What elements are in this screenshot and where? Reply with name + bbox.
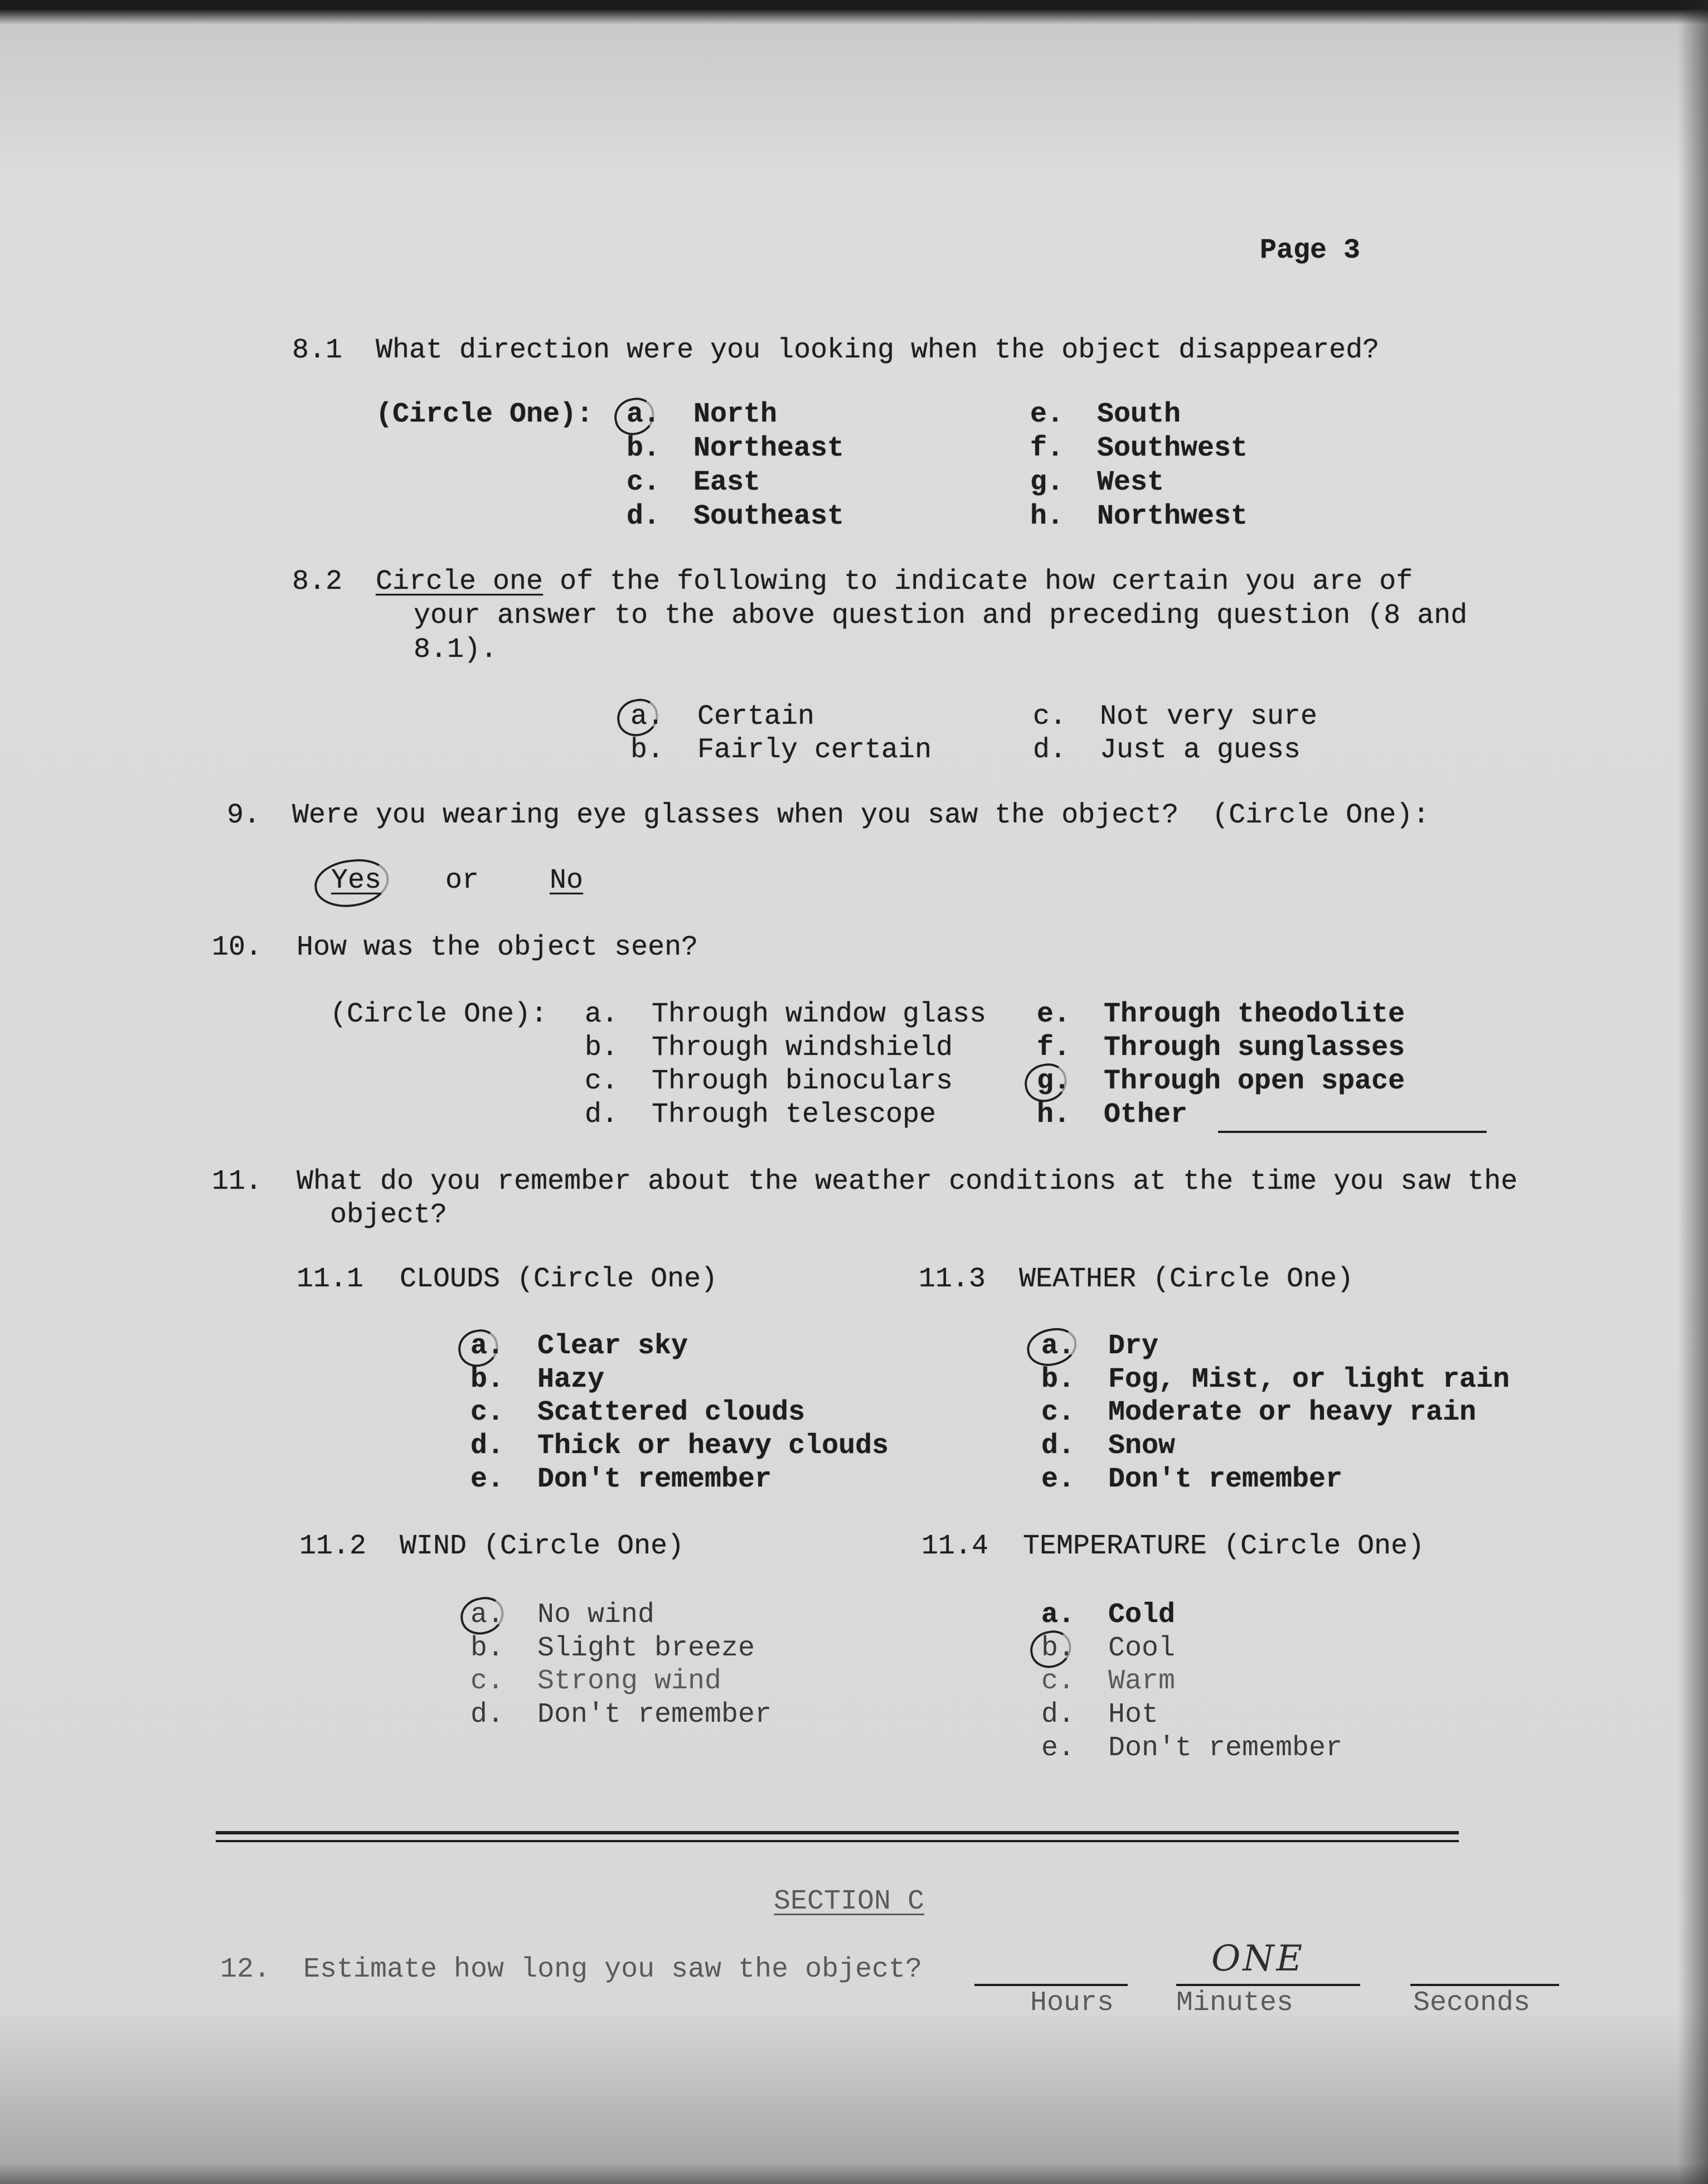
- question-text-11-line1: What do you remember about the weather conditions at the time you saw the: [297, 1166, 1518, 1198]
- subquestion-number-11-1: 11.1: [297, 1263, 364, 1295]
- question-text-9: Were you wearing eye glasses when you saw the object? (Circle One):: [292, 800, 1430, 831]
- option-text: Snow: [1108, 1430, 1176, 1462]
- option-sunglasses: [1037, 1032, 1405, 1065]
- option-no: No: [550, 865, 584, 897]
- subquestion-title-weather: WEATHER (Circle One): [1019, 1263, 1354, 1295]
- option-letter: d.: [585, 1099, 619, 1131]
- handwritten-minutes-value: ONE: [1211, 1938, 1305, 1979]
- question-text-8-2-line1: [376, 565, 1413, 599]
- option-letter-text: a.: [630, 701, 664, 733]
- option-letter: [470, 1599, 537, 1632]
- option-fog-mist: [1041, 1363, 1510, 1397]
- option-text: Don't remember: [1108, 1464, 1343, 1495]
- subquestion-number-11-4: 11.4: [921, 1531, 989, 1562]
- option-letter: c.: [470, 1397, 504, 1428]
- option-letter: c.: [1041, 1665, 1075, 1697]
- option-dry: [1041, 1330, 1158, 1363]
- option-text: South: [1097, 399, 1181, 430]
- option-certain: [630, 700, 814, 734]
- option-thick-clouds: [470, 1430, 889, 1463]
- option-letter: c.: [627, 467, 661, 498]
- question-text-10: How was the object seen?: [297, 932, 698, 963]
- option-letter: [1037, 1065, 1104, 1098]
- option-heavy-rain: [1041, 1396, 1476, 1430]
- option-west: [1030, 466, 1164, 500]
- option-letter: [627, 398, 693, 432]
- option-text: East: [693, 467, 761, 498]
- option-letter: a.: [1041, 1599, 1075, 1631]
- option-letter: d.: [1041, 1699, 1075, 1731]
- option-text: Northeast: [693, 433, 845, 464]
- option-letter: d.: [470, 1430, 504, 1462]
- question-number-12: 12.: [220, 1954, 271, 1986]
- option-text: North: [693, 399, 778, 430]
- or-separator: or: [445, 865, 479, 897]
- option-text: Cold: [1108, 1599, 1176, 1631]
- option-letter: b.: [585, 1032, 619, 1064]
- option-text: Slight breeze: [537, 1633, 755, 1664]
- option-text: No wind: [537, 1599, 655, 1631]
- option-letter: b.: [470, 1633, 504, 1664]
- option-letter: f.: [1030, 433, 1064, 464]
- option-text: Through windshield: [652, 1032, 953, 1064]
- option-northeast: [627, 432, 844, 466]
- question-text-12: Estimate how long you saw the object?: [303, 1954, 923, 1986]
- circle-one-instruction: (Circle One):: [330, 999, 548, 1030]
- section-divider-bottom: [216, 1840, 1459, 1842]
- other-blank-line: [1218, 1131, 1487, 1133]
- option-text: Thick or heavy clouds: [537, 1430, 889, 1462]
- option-hazy: [470, 1363, 604, 1397]
- section-divider-top: [216, 1831, 1459, 1834]
- option-north: [627, 398, 777, 432]
- option-text: Other: [1104, 1099, 1188, 1131]
- subquestion-number-11-3: 11.3: [919, 1263, 986, 1295]
- option-text: Moderate or heavy rain: [1108, 1397, 1477, 1428]
- option-letter: c.: [1041, 1397, 1075, 1428]
- option-weather-dont-remember: [1041, 1463, 1342, 1497]
- option-letter: e.: [1041, 1464, 1075, 1495]
- option-telescope: [585, 1098, 936, 1132]
- option-letter: [630, 700, 697, 734]
- option-letter: e.: [470, 1464, 504, 1495]
- question-text-11-line2: object?: [330, 1199, 448, 1231]
- option-text: Through binoculars: [652, 1066, 953, 1097]
- question-number-8-2: 8.2: [292, 566, 343, 598]
- option-open-space: [1037, 1065, 1405, 1098]
- option-letter: f.: [1037, 1032, 1071, 1064]
- question-number-10: 10.: [212, 932, 263, 963]
- option-letter: [470, 1330, 537, 1363]
- option-letter-text: a.: [627, 399, 661, 430]
- option-text: Northwest: [1097, 501, 1248, 532]
- option-letter: h.: [1037, 1099, 1071, 1131]
- option-cool: [1041, 1632, 1175, 1665]
- option-no-wind: [470, 1599, 654, 1632]
- underlined-phrase: Circle one: [376, 566, 544, 598]
- question-number-9: 9.: [227, 800, 261, 831]
- question-number-11: 11.: [212, 1166, 263, 1198]
- option-text: Strong wind: [537, 1665, 722, 1697]
- option-scattered-clouds: [470, 1396, 805, 1430]
- option-letter-text: g.: [1037, 1066, 1071, 1097]
- seconds-label: Seconds: [1413, 1987, 1531, 2019]
- option-text: Through telescope: [652, 1099, 937, 1131]
- question-text-8-1: What direction were you looking when the object disappeared?: [376, 335, 1380, 366]
- option-snow: [1041, 1430, 1175, 1463]
- option-letter: c.: [1033, 701, 1067, 733]
- option-text: Yes: [331, 865, 382, 897]
- subquestion-title-wind: WIND (Circle One): [400, 1531, 685, 1562]
- option-clouds-dont-remember: [470, 1463, 771, 1497]
- hours-blank-line: [974, 1984, 1128, 1986]
- circle-one-instruction: (Circle One):: [376, 399, 594, 430]
- option-letter: e.: [1037, 999, 1071, 1030]
- option-not-very-sure: [1033, 700, 1317, 734]
- option-wind-dont-remember: [470, 1698, 771, 1732]
- subquestion-title-temperature: TEMPERATURE (Circle One): [1023, 1531, 1425, 1562]
- option-fairly-certain: [630, 734, 931, 767]
- line-rest: of the following to indicate how certain you are of: [543, 566, 1413, 598]
- option-letter: g.: [1030, 467, 1064, 498]
- option-text: Through theodolite: [1104, 999, 1405, 1030]
- page-number: Page 3: [1260, 235, 1361, 267]
- option-other: [1037, 1098, 1187, 1132]
- option-text: Dry: [1108, 1330, 1159, 1362]
- option-text: Fairly certain: [697, 734, 932, 766]
- option-text: Don't remember: [537, 1699, 772, 1731]
- option-letter: e.: [1030, 399, 1064, 430]
- option-letter: b.: [470, 1364, 504, 1396]
- option-letter: e.: [1041, 1732, 1075, 1764]
- option-letter: b.: [630, 734, 664, 766]
- option-text: Hot: [1108, 1699, 1159, 1731]
- subquestion-title-clouds: CLOUDS (Circle One): [400, 1263, 718, 1295]
- option-text: Just a guess: [1100, 734, 1301, 766]
- option-theodolite: [1037, 998, 1405, 1032]
- option-text: Through sunglasses: [1104, 1032, 1405, 1064]
- option-text: Warm: [1108, 1665, 1176, 1697]
- option-letter: c.: [585, 1066, 619, 1097]
- option-letter: [1041, 1330, 1108, 1363]
- option-windshield: [585, 1032, 953, 1065]
- section-c-heading: SECTION C: [774, 1886, 925, 1917]
- option-southeast: [627, 500, 844, 534]
- option-slight-breeze: [470, 1632, 755, 1665]
- option-text: Don't remember: [537, 1464, 772, 1495]
- option-cold: [1041, 1599, 1175, 1632]
- minutes-label: Minutes: [1176, 1987, 1294, 2019]
- option-window-glass: [585, 998, 986, 1032]
- option-letter: b.: [627, 433, 661, 464]
- option-text: Through window glass: [652, 999, 987, 1030]
- option-letter: d.: [470, 1699, 504, 1731]
- option-binoculars: [585, 1065, 953, 1098]
- option-northwest: [1030, 500, 1248, 534]
- option-text: Scattered clouds: [537, 1397, 806, 1428]
- question-number-8-1: 8.1: [292, 335, 343, 366]
- option-text: Clear sky: [537, 1330, 688, 1362]
- option-text: Southeast: [693, 501, 845, 532]
- option-letter: h.: [1030, 501, 1064, 532]
- option-letter-text: b.: [1041, 1633, 1075, 1664]
- option-text: West: [1097, 467, 1164, 498]
- seconds-blank-line: [1410, 1984, 1559, 1986]
- option-hot: [1041, 1698, 1158, 1732]
- answer-circle-mark: [312, 856, 391, 911]
- option-text: Not very sure: [1100, 701, 1318, 733]
- option-letter-text: a.: [1041, 1330, 1075, 1362]
- option-text: Hazy: [537, 1364, 605, 1396]
- hours-label: Hours: [1030, 1987, 1114, 2019]
- option-text: Cool: [1108, 1633, 1176, 1664]
- minutes-blank-line: [1176, 1984, 1360, 1986]
- option-letter: c.: [470, 1665, 504, 1697]
- option-east: [627, 466, 760, 500]
- option-warm: [1041, 1665, 1175, 1698]
- option-letter: d.: [1041, 1430, 1075, 1462]
- option-letter: [1041, 1632, 1108, 1665]
- option-text: Southwest: [1097, 433, 1248, 464]
- option-southwest: [1030, 432, 1248, 466]
- option-letter: a.: [585, 999, 619, 1030]
- option-letter: d.: [1033, 734, 1067, 766]
- option-text: Through open space: [1104, 1066, 1405, 1097]
- option-letter: b.: [1041, 1364, 1075, 1396]
- option-clear-sky: [470, 1330, 688, 1363]
- option-text: Don't remember: [1108, 1732, 1343, 1764]
- option-letter-text: a.: [470, 1599, 504, 1631]
- option-south: [1030, 398, 1181, 432]
- question-text-8-2-line2: your answer to the above question and preceding question (8 and: [414, 600, 1468, 632]
- option-strong-wind: [470, 1665, 721, 1698]
- option-text: Certain: [697, 701, 815, 733]
- subquestion-number-11-2: 11.2: [299, 1531, 367, 1562]
- option-yes: [331, 864, 381, 898]
- option-temperature-dont-remember: [1041, 1732, 1342, 1765]
- option-letter-text: a.: [470, 1330, 504, 1362]
- option-text: Fog, Mist, or light rain: [1108, 1364, 1510, 1396]
- option-letter: d.: [627, 501, 661, 532]
- option-just-a-guess: [1033, 734, 1301, 767]
- question-text-8-2-line3: 8.1).: [414, 634, 498, 666]
